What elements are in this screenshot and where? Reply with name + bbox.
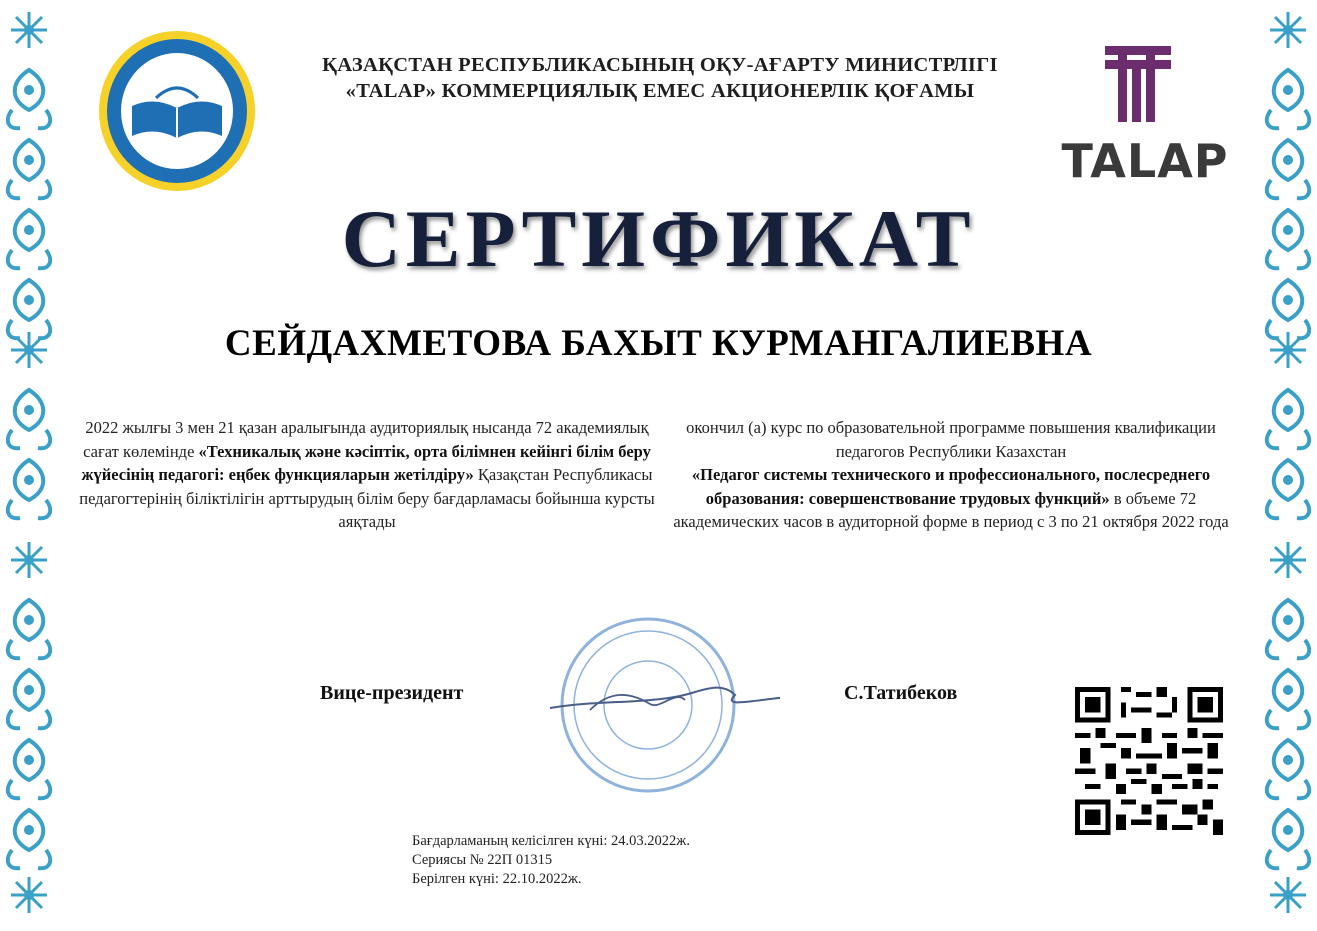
body-text-russian <box>666 416 1236 534</box>
certificate-header <box>270 52 1050 104</box>
certificate-title: СЕРТИФИКАТ <box>341 193 976 284</box>
talap-logo-text: TALAP <box>1061 134 1229 188</box>
body-text-kazakh <box>78 416 656 534</box>
body-kz-part1: 2022 жылғы 3 мен 21 қазан аралығында аудиториялық нысанда 72 академиялық сағат көлемінде <box>83 418 649 461</box>
ornamental-border-right <box>1259 0 1317 931</box>
body-ru-part1: окончил (а) курс по образовательной программе повышения квалификации педагогов Республики Казахстан <box>686 418 1216 461</box>
qr-code-icon <box>1075 687 1223 835</box>
certificate-footer <box>412 832 690 889</box>
body-ru-course: «Педагог системы технического и профессионального, послесреднего образования: совершенствование трудовых функций» <box>691 465 1211 508</box>
signatory-position: Вице-президент <box>320 682 464 704</box>
round-stamp-icon <box>530 600 780 810</box>
ministry-of-education-seal-icon <box>96 28 258 194</box>
organization-line: «TALAP» КОММЕРЦИЯЛЫҚ ЕМЕС АКЦИОНЕРЛІК ҚОҒАМЫ <box>345 80 975 102</box>
signatory-name: С.Татибеков <box>844 682 958 704</box>
issue-date: Берілген күні: 22.10.2022ж. <box>412 871 582 887</box>
program-approval-date: Бағдарламаның келісілген күні: 24.03.2022ж. <box>412 833 690 849</box>
ornamental-border-left <box>0 0 58 931</box>
body-kz-part2: Қазақстан Республикасы педагогтерінің біліктілігін арттырудың білім беру бағдарламасы бойынша курсты аяқтады <box>79 465 655 531</box>
certificate-series: Сериясы № 22П 01315 <box>412 852 553 868</box>
body-ru-part2: в объеме 72 академических часов в аудиторной форме в период с 3 по 21 октября 2022 года <box>673 488 1229 531</box>
body-kz-course: «Техникалық және кәсіптік, орта білімнен кейінгі білім беру жүйесінің педагогі: еңбек функцияларын жетілдіру» <box>81 441 651 484</box>
ministry-line: ҚАЗАҚСТАН РЕСПУБЛИКАСЫНЫҢ ОҚУ-АҒАРТУ МИНИСТРЛІГІ <box>322 54 998 76</box>
recipient-name: СЕЙДАХМЕТОВА БАХЫТ КУРМАНГАЛИЕВНА <box>224 323 1093 364</box>
